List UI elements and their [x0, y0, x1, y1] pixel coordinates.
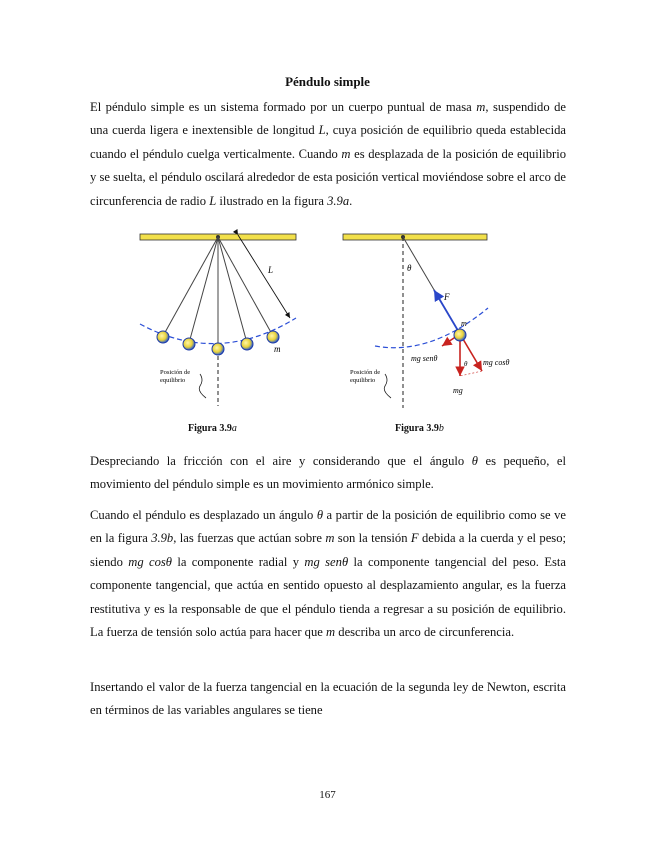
label-F: F	[444, 292, 450, 302]
label-equilibrium: equilibrio	[350, 377, 376, 384]
label-equilibrium: Posición de	[160, 369, 191, 376]
caption-figure-b	[395, 423, 444, 434]
text-run: a partir de la posición de equilibrio como se ve en la figura	[90, 508, 566, 546]
paragraph-newton: Insertando el valor de la fuerza tangencial en la ecuación de la segunda ley de Newton, escrita en términos de las variables angulares se tiene	[90, 680, 566, 718]
math-mg-sen: mg senθ	[304, 554, 349, 569]
string	[218, 237, 273, 336]
label-mg: mg	[453, 386, 463, 395]
math-m: m	[476, 100, 486, 114]
bob	[157, 331, 169, 343]
bob	[267, 331, 279, 343]
pendulum-figure	[130, 226, 510, 416]
text-run: .	[349, 193, 353, 208]
math-L: L	[318, 123, 326, 138]
figure-ref: 3.9b	[151, 531, 174, 546]
text-run: , cuya posición de equilibrio queda establecida cuando el péndulo cuelga verticalmente. Cuando	[90, 123, 566, 161]
string	[163, 237, 218, 336]
text-run: debida a la cuerda y el peso; siendo	[90, 531, 566, 569]
math-F: F	[410, 531, 419, 546]
caption-letter: b	[438, 423, 444, 434]
text-run: El péndulo simple es un sistema formado por un cuerpo puntual de masa	[90, 100, 477, 114]
bob	[241, 338, 253, 350]
text-run: , suspendido de una cuerda ligera e inextensible de longitud	[90, 100, 566, 138]
math-theta: θ	[471, 454, 478, 468]
bob	[454, 329, 466, 341]
component-guide	[460, 371, 482, 376]
arc-path	[375, 308, 488, 348]
bob	[183, 338, 195, 350]
bob	[212, 343, 224, 355]
math-m: m	[325, 531, 335, 546]
label-equilibrium: Posición de	[350, 369, 381, 376]
caption-letter: a	[231, 423, 237, 434]
math-mg-cos: mg cosθ	[128, 554, 172, 569]
caption-text: Figura 3.9	[395, 423, 439, 434]
caption-text: Figura 3.9	[188, 423, 232, 434]
math-m: m	[326, 625, 336, 640]
text-run: ilustrado en la figura	[216, 193, 328, 208]
math-theta: θ	[316, 508, 324, 522]
paragraph-friction	[90, 450, 566, 497]
label-m: m	[274, 344, 281, 354]
text-run: son la tensión	[334, 531, 411, 546]
section-title: Péndulo simple	[285, 74, 370, 89]
label-theta: θ	[407, 263, 412, 273]
label-theta-small: θ	[464, 360, 468, 368]
text-run: la componente radial y	[171, 554, 305, 569]
label-mg-cos: mg cosθ	[483, 358, 510, 367]
paragraph-intro	[90, 96, 566, 213]
math-m: m	[341, 146, 351, 161]
figure-b	[343, 234, 509, 408]
label-m: m	[461, 319, 467, 328]
label-L: L	[268, 265, 274, 275]
paragraph-forces	[90, 504, 566, 644]
math-L: L	[209, 193, 217, 208]
text-run: , las fuerzas que actúan sobre	[173, 531, 326, 546]
length-arrow	[238, 235, 290, 318]
label-equilibrium: equilibrio	[160, 377, 186, 384]
label-mg-sen: mg senθ	[411, 354, 438, 363]
text-run: es desplazada de la posición de equilibrio y se suelta, el péndulo oscilará alrededor de esta posición vertical moviéndose sobre el arco de circunferencia de radio	[90, 146, 566, 208]
pointer-curve	[384, 374, 391, 398]
page-number: 167	[319, 789, 336, 801]
text-run: Despreciando la fricción con el aire y considerando que el ángulo	[90, 454, 472, 468]
text-run: la componente tangencial del peso. Esta componente tangencial, que actúa en sentido opuesto al desplazamiento angular, es la fuerza restitutiva y es la responsable de que el péndulo tienda a regresar a su posición de equilibrio. La fuerza de tensión solo actúa para hacer que	[90, 554, 567, 640]
text-run: describa un arco de circunferencia.	[335, 625, 515, 640]
ceiling-bar	[343, 234, 487, 240]
figure-a	[140, 234, 296, 406]
caption-figure-a	[188, 423, 237, 434]
figure-ref: 3.9a	[327, 193, 350, 208]
string	[189, 237, 218, 343]
pointer-curve	[199, 374, 206, 398]
string	[218, 237, 247, 343]
text-run: es pequeño, el movimiento del péndulo simple es un movimiento armónico simple.	[90, 454, 566, 492]
text-run: Cuando el péndulo es desplazado un ángulo	[90, 508, 317, 522]
